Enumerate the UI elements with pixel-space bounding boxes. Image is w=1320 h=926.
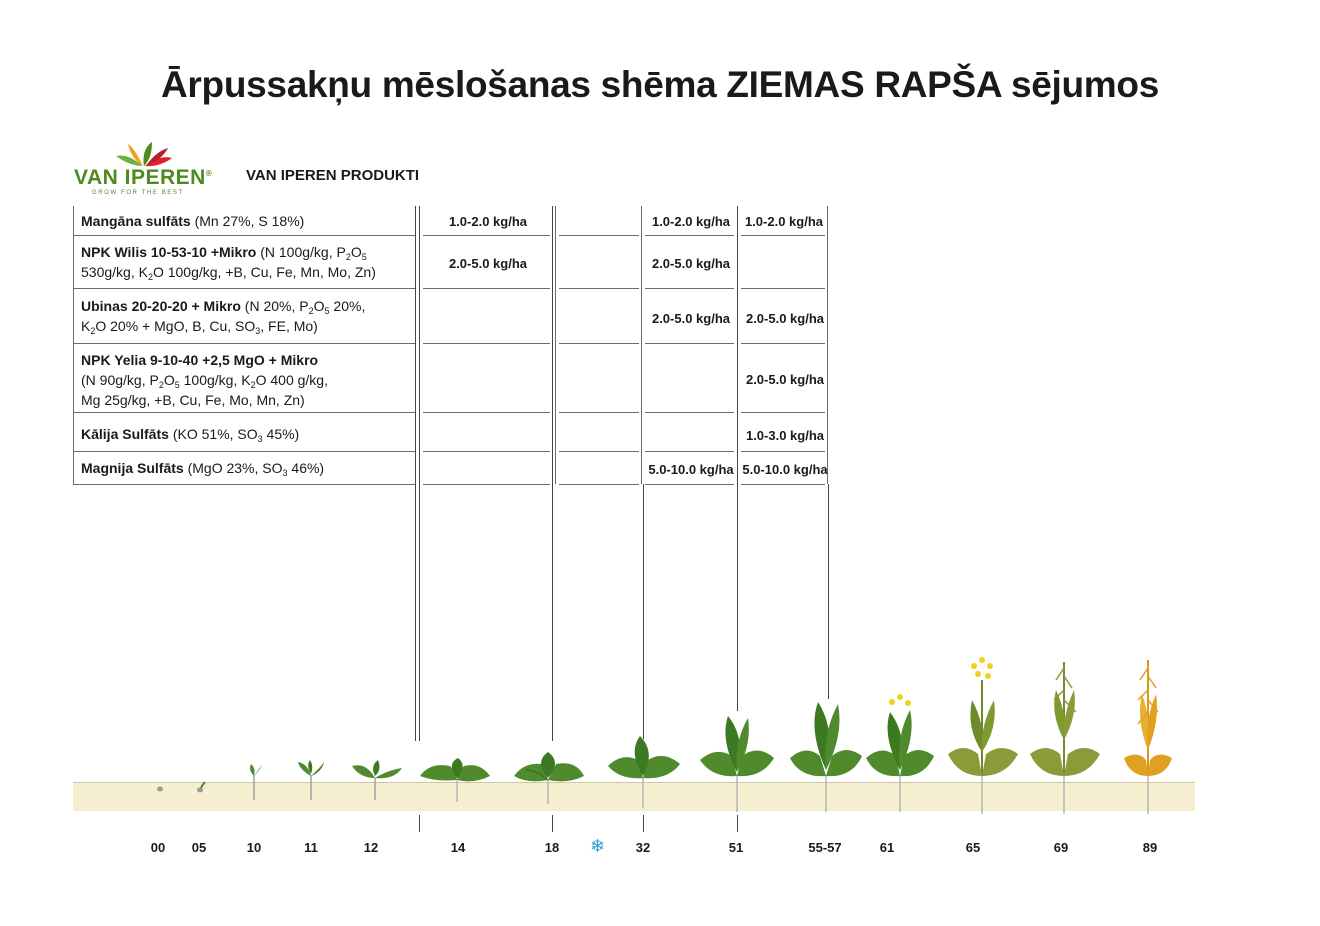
row-divider (559, 412, 639, 413)
row-divider (645, 235, 734, 236)
growth-stage-plants (0, 640, 1320, 820)
col-divider (555, 206, 556, 484)
product-row-npk-yelia: NPK Yelia 9-10-40 +2,5 MgO + Mikro (N 90g/kg, $P_2O_5$ 100g/kg, $K_2O$ 400 g/kg, Mg 25g/kg, +B, Cu, Fe, Mo, Mn, Zn) (81, 352, 328, 408)
seedling-11-icon (298, 760, 324, 800)
row-divider (645, 451, 734, 452)
row-divider (423, 412, 550, 413)
section-label: VAN IPEREN PRODUKTI (246, 167, 420, 184)
stage-label: 11 (304, 840, 318, 855)
row-divider (73, 484, 415, 485)
row-divider (73, 412, 415, 413)
product-row-ubinas: Ubinas 20-20-20 + Mikro (N 20%, $P_2O_5$ 20%, $K_2O$ 20% + MgO, B, Cu, $SO_3$, FE, Mo) (81, 298, 366, 336)
row-divider (73, 451, 415, 452)
stage-label: 10 (246, 840, 262, 855)
row-divider (559, 235, 639, 236)
row-divider (645, 484, 734, 485)
row-divider (741, 451, 825, 452)
stage-label: 55-57 (808, 840, 842, 855)
row-divider (645, 288, 734, 289)
bud-55-57-icon (790, 702, 862, 812)
row-divider (559, 451, 639, 452)
row-divider (741, 343, 825, 344)
rosette-32-icon (608, 736, 680, 808)
van-iperen-logo (74, 140, 230, 200)
row-divider (423, 484, 550, 485)
stage-label: 18 (544, 840, 560, 855)
row-divider (423, 288, 550, 289)
page-title: Ārpussakņu mēslošanas shēma ZIEMAS RAPŠA sējumos (161, 64, 1159, 105)
dose-cell: 1.0-2.0 kg/ha (744, 214, 824, 229)
stage-label: 51 (728, 840, 744, 855)
stage-label: 61 (879, 840, 895, 855)
row-divider (645, 412, 734, 413)
end-flowering-69-icon (1030, 662, 1100, 814)
row-divider (559, 484, 639, 485)
row-divider (741, 412, 825, 413)
dose-cell: 5.0-10.0 kg/ha (648, 462, 734, 477)
row-divider (423, 343, 550, 344)
rosette-18-icon (514, 752, 584, 804)
full-flowering-65-icon (948, 657, 1018, 814)
germinating-seed-icon (197, 782, 205, 793)
product-row-npk-wilis: NPK Wilis 10-53-10 +Mikro (N 100g/kg, $P_2O_5$ 530g/kg, $K_2O$ 100g/kg, +B, Cu, Fe, Mn, Mo, Zn) (81, 244, 376, 282)
dose-cell: 5.0-10.0 kg/ha (742, 462, 828, 477)
logo-tagline: GROW FOR THE BEST (92, 190, 184, 196)
row-divider (741, 288, 825, 289)
row-divider (423, 235, 550, 236)
stage-label: 05 (191, 840, 207, 855)
seedling-12-icon (352, 760, 402, 800)
stem-extension-51-icon (700, 716, 774, 812)
dose-cell: 2.0-5.0 kg/ha (651, 311, 731, 326)
product-row-magnija: Magnija Sulfāts (MgO 23%, $SO_3$ 46%) (81, 460, 325, 478)
flowering-61-icon (866, 694, 934, 812)
dose-cell: 2.0-5.0 kg/ha (745, 311, 825, 326)
row-divider (741, 235, 825, 236)
stage-label: 65 (965, 840, 981, 855)
rosette-14-icon (420, 758, 490, 802)
stage-label: 32 (635, 840, 651, 855)
dose-cell: 2.0-5.0 kg/ha (745, 372, 825, 387)
row-divider (73, 343, 415, 344)
row-divider (741, 484, 825, 485)
leaf-logo-icon (114, 140, 174, 168)
col-divider (641, 206, 642, 484)
stage-label: 12 (363, 840, 379, 855)
row-divider (73, 235, 415, 236)
table-left-border (73, 206, 74, 484)
stage-label: 89 (1142, 840, 1158, 855)
winter-snowflake-icon: ❄ (590, 836, 606, 856)
dose-cell: 2.0-5.0 kg/ha (448, 256, 528, 271)
dose-cell: 1.0-2.0 kg/ha (448, 214, 528, 229)
stage-marker-line (737, 206, 738, 711)
row-divider (559, 343, 639, 344)
dose-cell: 1.0-3.0 kg/ha (745, 428, 825, 443)
dose-cell: 1.0-2.0 kg/ha (651, 214, 731, 229)
seedling-10-icon (250, 764, 262, 800)
seed-icon (157, 787, 163, 792)
row-divider (559, 288, 639, 289)
stage-label: 69 (1053, 840, 1069, 855)
row-divider (73, 288, 415, 289)
stage-label: 14 (450, 840, 466, 855)
ripening-89-icon (1124, 660, 1172, 814)
dose-cell: 2.0-5.0 kg/ha (651, 256, 731, 271)
product-row-mangana: Mangāna sulfāts (Mn 27%, S 18%) (81, 213, 305, 229)
logo-name: VAN IPEREN® (74, 166, 213, 189)
row-divider (645, 343, 734, 344)
stage-label: 00 (150, 840, 166, 855)
product-row-kalija: Kālija Sulfāts (KO 51%, $SO_3$ 45%) (81, 426, 300, 444)
row-divider (423, 451, 550, 452)
